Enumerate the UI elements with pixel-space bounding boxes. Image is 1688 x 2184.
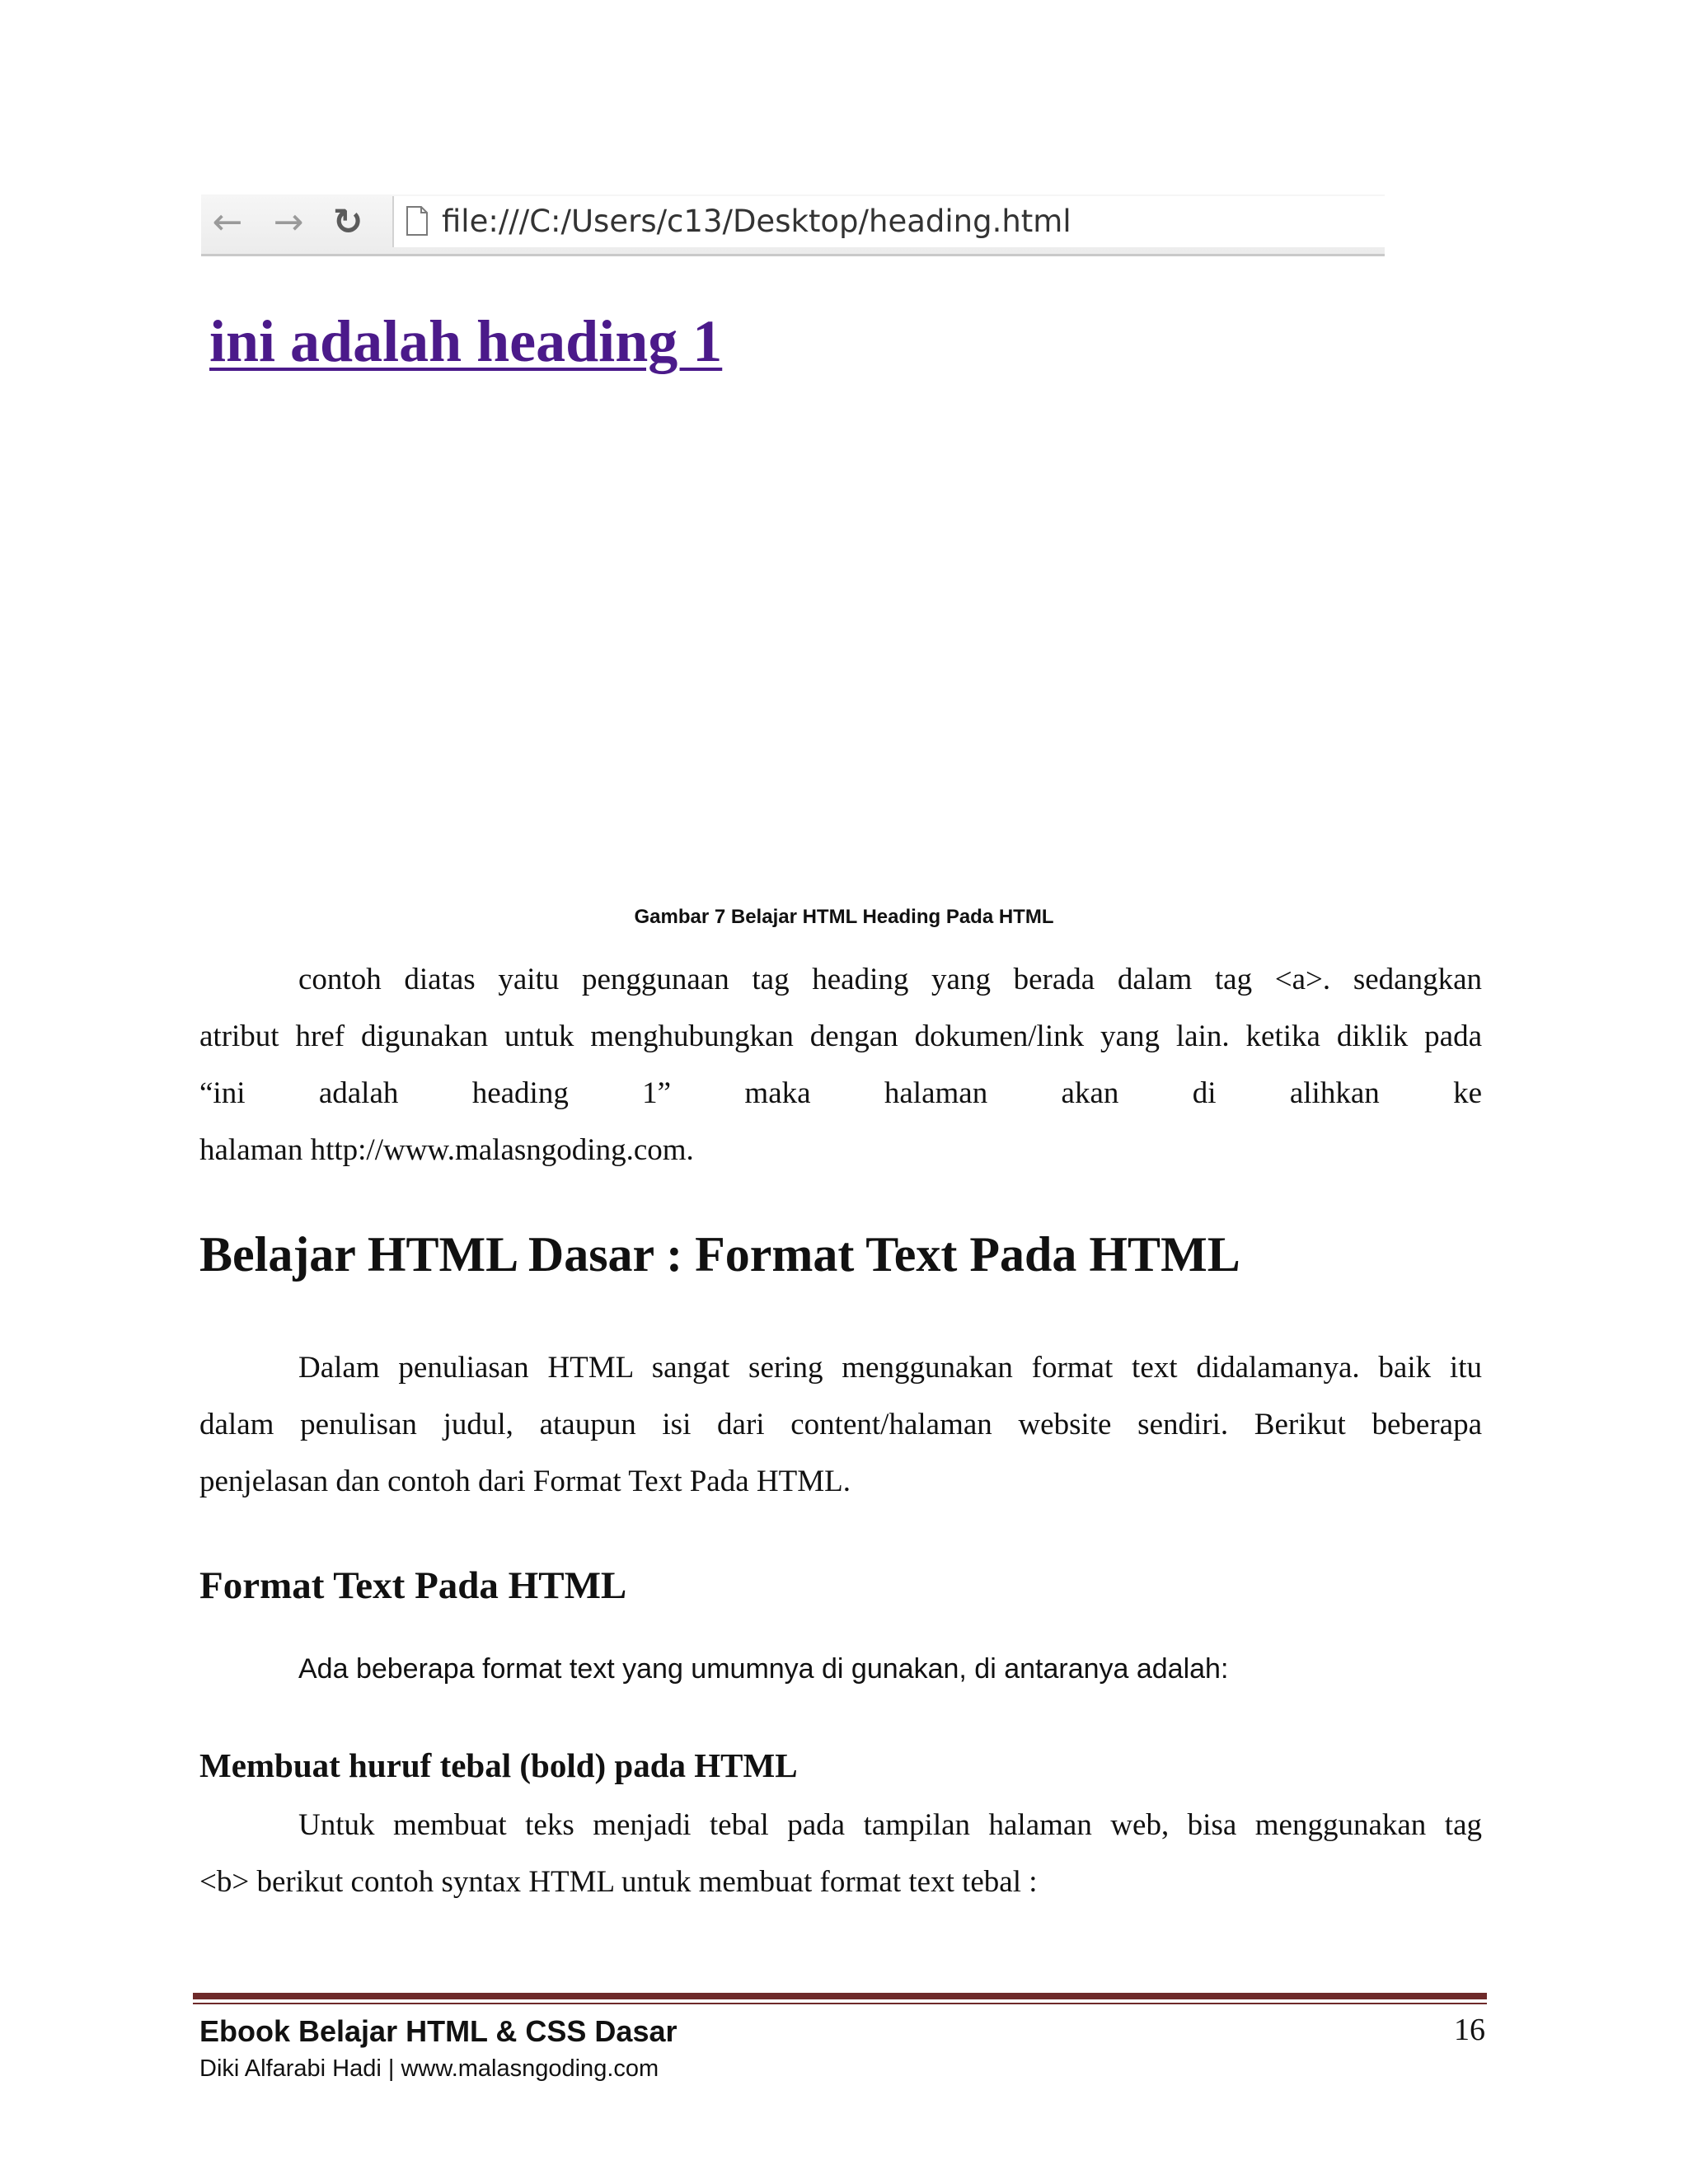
figure-caption: Gambar 7 Belajar HTML Heading Pada HTML: [634, 906, 1054, 928]
heading-link: ini adalah heading 1: [209, 308, 723, 374]
address-url: file:///C:/Users/c13/Desktop/heading.html: [442, 204, 1071, 239]
text-line: atribut href digunakan untuk menghubungkan dengan dokumen/link yang lain. ketika diklik pada: [199, 1019, 1482, 1053]
text-line: Ada beberapa format text yang umumnya di gunakan, di antaranya adalah:: [298, 1653, 1229, 1685]
text-line: “ini adalah heading 1” maka halaman akan di alihkan ke: [199, 1076, 1482, 1110]
text-line: Dalam penuliasan HTML sangat sering menggunakan format text didalamanya. baik itu: [298, 1351, 1482, 1385]
text-line: Untuk membuat teks menjadi tebal pada tampilan halaman web, bisa menggunakan tag: [298, 1808, 1482, 1842]
browser-toolbar: [201, 194, 1385, 256]
subsection-heading: Format Text Pada HTML: [199, 1564, 627, 1607]
footer-rule-thin: [193, 2003, 1487, 2004]
paragraph-format-intro: [199, 1339, 1482, 1510]
paragraph-bold-explanation: [199, 1797, 1482, 1910]
address-bar: [392, 196, 1386, 247]
text-line: dalam penulisan judul, ataupun isi dari content/halaman website sendiri. Berikut beberapa: [199, 1408, 1482, 1441]
section-heading: Belajar HTML Dasar : Format Text Pada HTML: [199, 1227, 1240, 1282]
text-line: <b> berikut contoh syntax HTML untuk membuat format text tebal :: [199, 1865, 1038, 1899]
paragraph-format-list-intro: [199, 1644, 1482, 1694]
back-arrow-icon: ←: [212, 201, 243, 243]
page-icon: [406, 206, 429, 236]
text-line: halaman http://www.malasngoding.com.: [199, 1133, 694, 1167]
browser-screenshot: [201, 194, 1385, 389]
page-number: 16: [1454, 2013, 1485, 2047]
footer-rule: [193, 1993, 1487, 1999]
footer-title: Ebook Belajar HTML & CSS Dasar: [199, 2014, 678, 2048]
text-line: contoh diatas yaitu penggunaan tag heading yang berada dalam tag <a>. sedangkan: [298, 963, 1482, 996]
paragraph-heading-explanation: [199, 951, 1482, 1179]
text-line: penjelasan dan contoh dari Format Text Pada HTML.: [199, 1465, 851, 1498]
bold-heading: Membuat huruf tebal (bold) pada HTML: [199, 1746, 798, 1784]
footer-author: Diki Alfarabi Hadi | www.malasngoding.com: [199, 2055, 659, 2082]
forward-arrow-icon: →: [273, 201, 304, 243]
reload-icon: ↻: [332, 201, 363, 243]
